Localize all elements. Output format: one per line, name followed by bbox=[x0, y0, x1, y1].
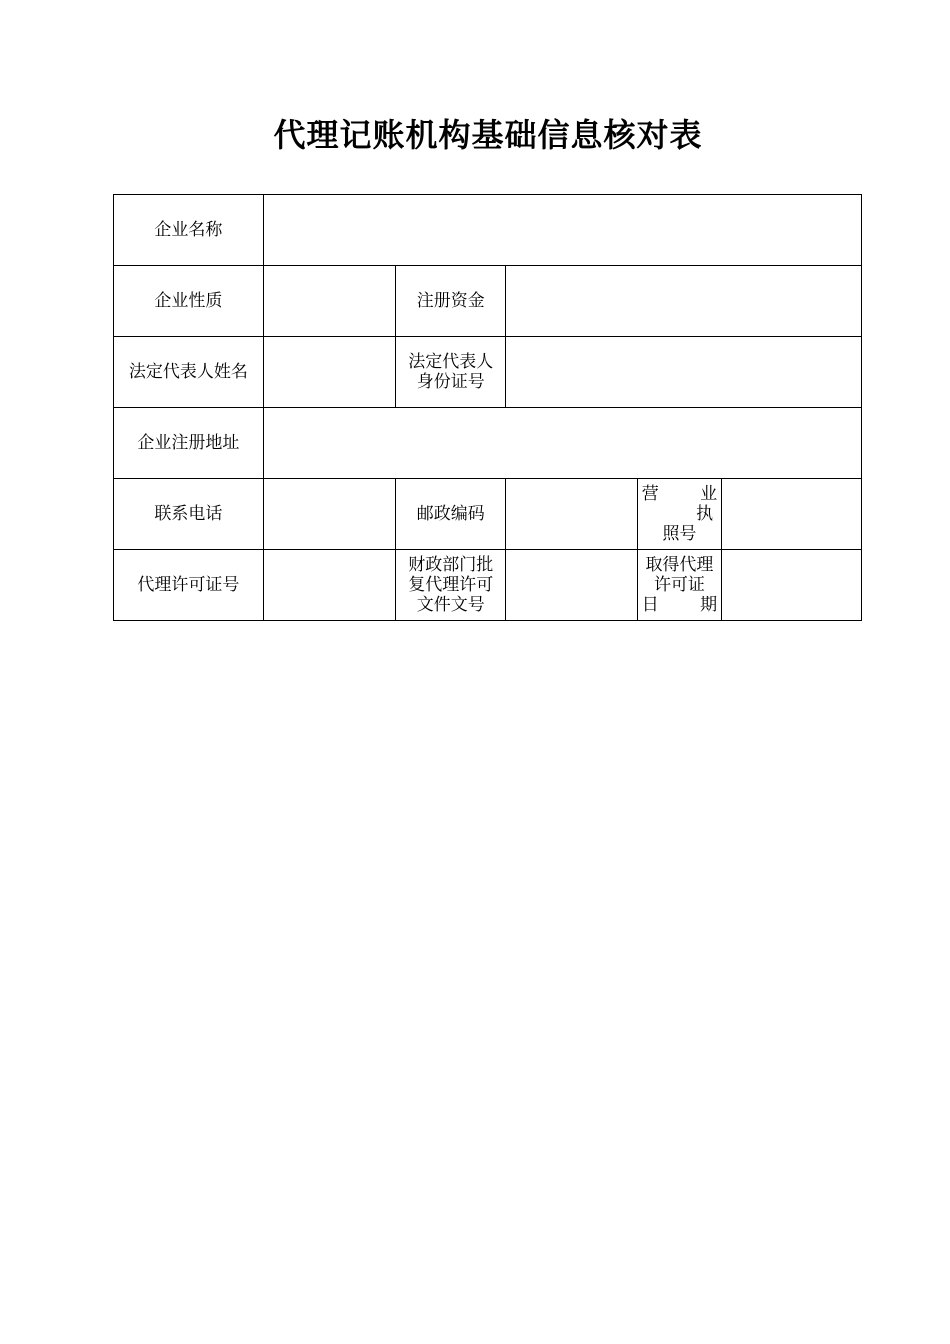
label-company-name: 企业名称 bbox=[114, 195, 264, 266]
page-title: 代理记账机构基础信息核对表 bbox=[273, 116, 703, 154]
label-line: 营 业 bbox=[641, 484, 718, 504]
field-postal-code[interactable] bbox=[506, 479, 638, 550]
label-line: 文件文号 bbox=[416, 595, 485, 615]
label-line: 取得代理 bbox=[645, 555, 714, 575]
label-line: 身份证号 bbox=[416, 372, 485, 392]
label-finance-approval bbox=[396, 550, 506, 621]
label-business-license bbox=[637, 479, 721, 550]
field-registered-capital[interactable] bbox=[506, 266, 862, 337]
label-line: 许可证 bbox=[653, 575, 705, 595]
table-row bbox=[114, 550, 862, 621]
field-finance-approval[interactable] bbox=[506, 550, 638, 621]
table-row bbox=[114, 408, 862, 479]
field-legal-rep-id[interactable] bbox=[506, 337, 862, 408]
table-row bbox=[114, 479, 862, 550]
label-registered-address: 企业注册地址 bbox=[114, 408, 264, 479]
label-phone: 联系电话 bbox=[114, 479, 264, 550]
field-company-nature[interactable] bbox=[263, 266, 396, 337]
field-business-license[interactable] bbox=[722, 479, 862, 550]
label-company-nature: 企业性质 bbox=[114, 266, 264, 337]
label-legal-rep-id bbox=[396, 337, 506, 408]
label-legal-rep-name: 法定代表人姓名 bbox=[114, 337, 264, 408]
label-line: 法定代表人 bbox=[408, 352, 494, 372]
label-line: 执 bbox=[696, 504, 714, 524]
field-agency-license-no[interactable] bbox=[263, 550, 396, 621]
label-registered-capital: 注册资金 bbox=[396, 266, 506, 337]
table-row bbox=[114, 195, 862, 266]
field-phone[interactable] bbox=[263, 479, 396, 550]
label-line: 照号 bbox=[662, 524, 697, 544]
table-row bbox=[114, 266, 862, 337]
table-row bbox=[114, 337, 862, 408]
label-agency-license-no: 代理许可证号 bbox=[114, 550, 264, 621]
label-postal-code: 邮政编码 bbox=[396, 479, 506, 550]
field-license-date[interactable] bbox=[722, 550, 862, 621]
label-line: 财政部门批 bbox=[408, 555, 494, 575]
label-line: 日 期 bbox=[641, 595, 718, 615]
field-legal-rep-name[interactable] bbox=[263, 337, 396, 408]
info-form-table bbox=[113, 194, 862, 621]
label-license-date bbox=[637, 550, 721, 621]
field-registered-address[interactable] bbox=[263, 408, 861, 479]
label-line: 复代理许可 bbox=[408, 575, 494, 595]
field-company-name[interactable] bbox=[263, 195, 861, 266]
